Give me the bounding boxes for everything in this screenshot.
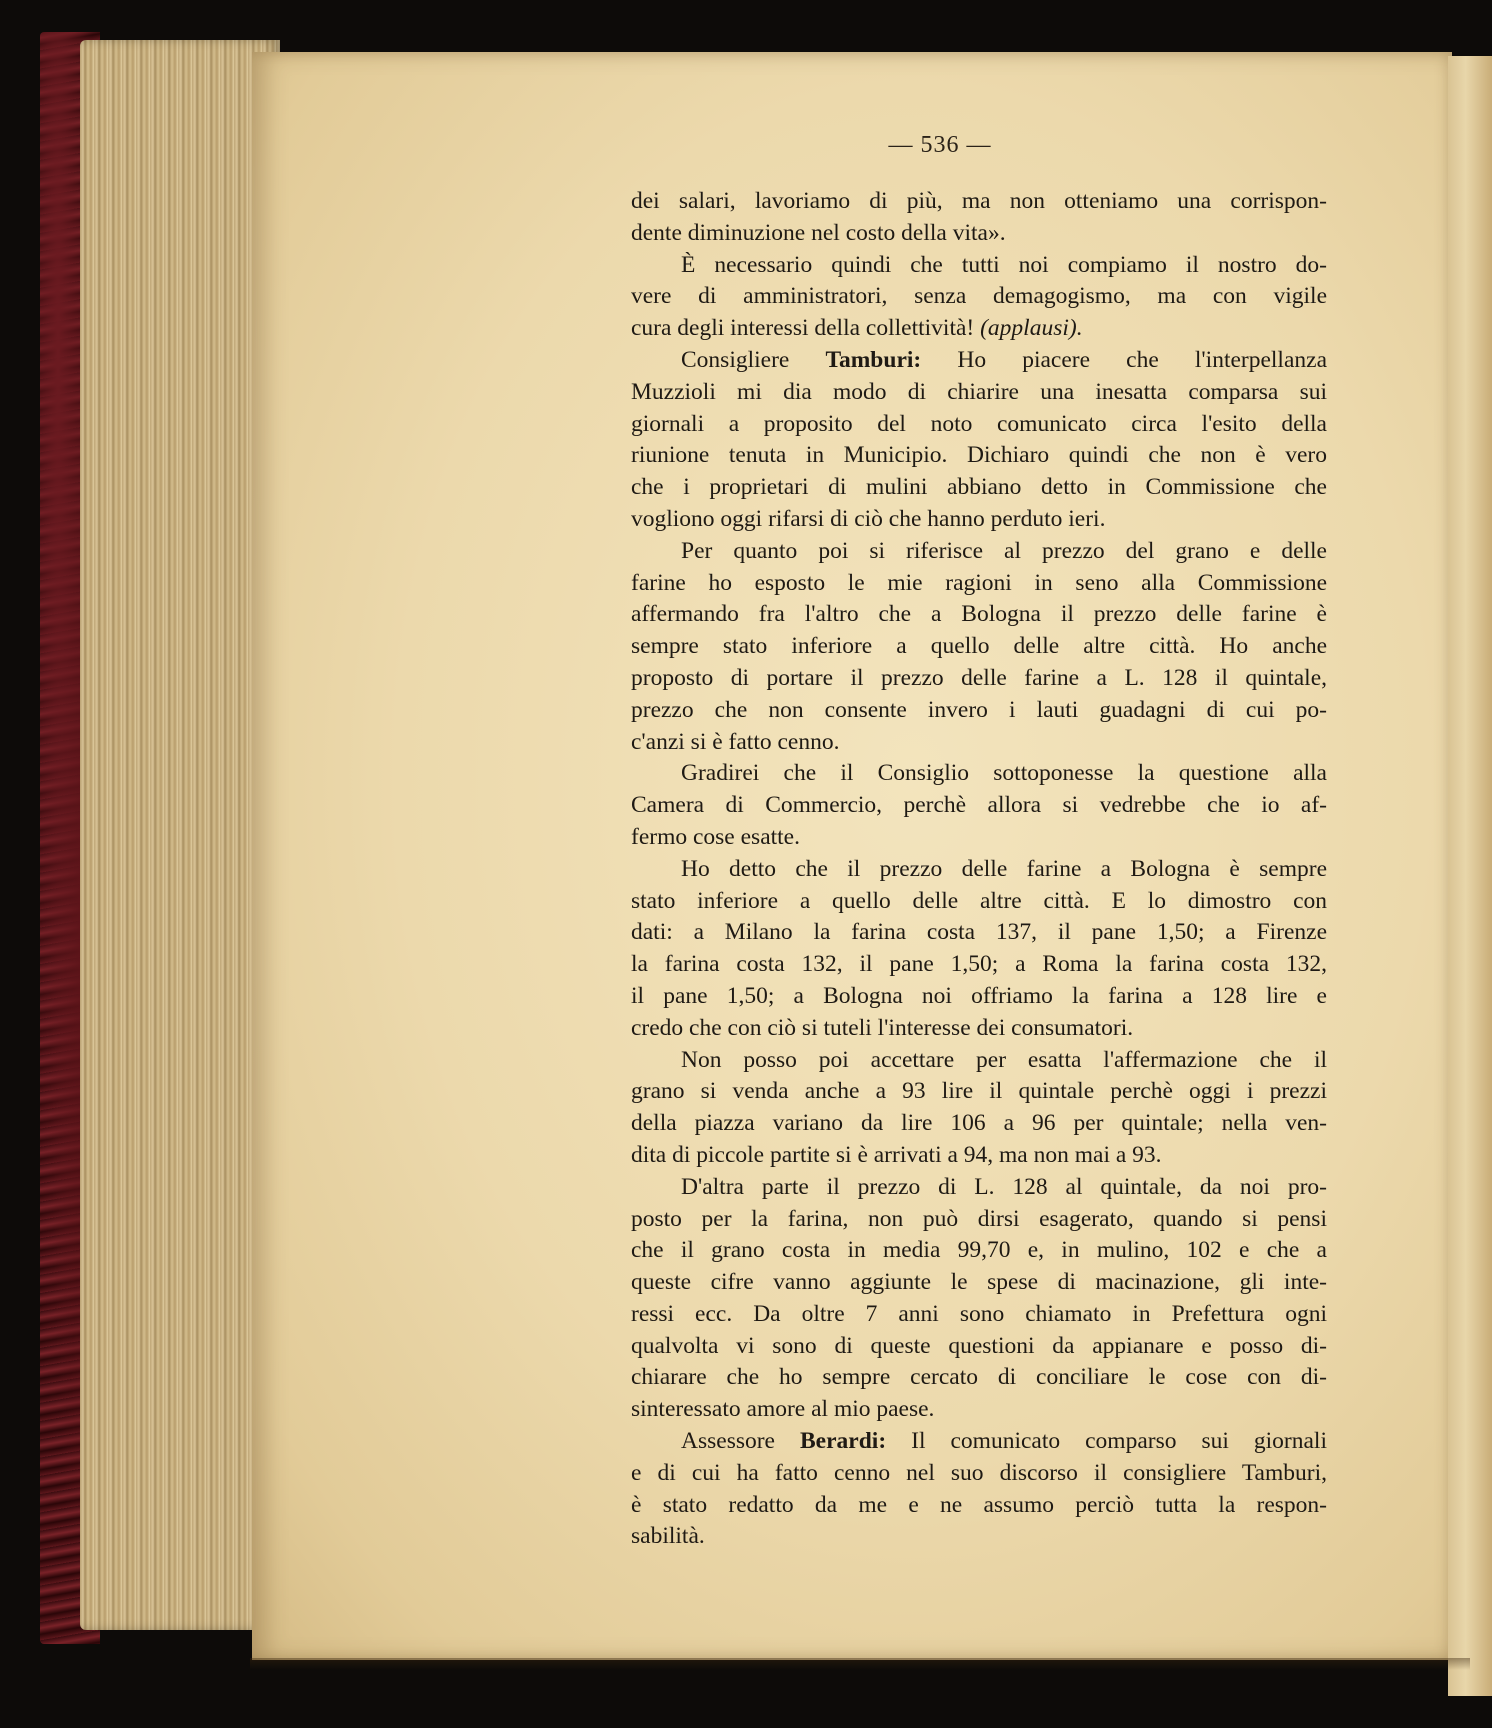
line-text: vere di amministratori, senza demagogismo, ma con vigile [631,283,1327,310]
line-text: la farina costa 132, il pane 1,50; a Roma la farina costa 132, [631,951,1327,978]
speaker-name: Berardi: [800,1428,887,1455]
text-line [631,1299,1327,1331]
text-line [631,1394,1327,1426]
text-line [631,1331,1327,1363]
line-text: È necessario quindi che tutti noi compiamo il nostro do- [681,251,1327,278]
line-text: sinteressato amore al mio paese. [631,1396,935,1423]
text-line [631,1140,1327,1172]
line-text: Ho piacere che l'interpellanza [921,346,1328,373]
line-text: Gradirei che il Consiglio sottoponesse la questione alla [681,760,1327,787]
body-text [631,186,1327,1553]
line-text: queste cifre vanno aggiunte le spese di macinazione, gli inte- [631,1269,1327,1296]
line-text: credo che con ciò si tuteli l'interesse dei consumatori. [631,1014,1134,1041]
line-text: della piazza variano da lire 106 a 96 per quintale; nella ven- [631,1110,1327,1137]
text-line [631,949,1327,981]
text-line [631,599,1327,631]
text-line [631,1267,1327,1299]
text-line [631,1076,1327,1108]
line-text: è stato redatto da me e ne assumo perciò tutta la respon- [631,1491,1327,1518]
line-text: grano si venda anche a 93 lire il quintale perchè oggi i prezzi [631,1078,1327,1105]
line-text: posto per la farina, non può dirsi esagerato, quando si pensi [631,1205,1327,1232]
page-edges [80,40,280,1630]
line-text: Camera di Commercio, perchè allora si vedrebbe che io af- [631,792,1327,819]
text-line [631,1490,1327,1522]
text-line [631,1426,1327,1458]
line-text: Ho detto che il prezzo delle farine a Bologna è sempre [681,855,1327,882]
text-line [631,790,1327,822]
text-line [631,1458,1327,1490]
line-text: proposto di portare il prezzo delle farine a L. 128 il quintale, [631,664,1327,691]
line-text: Muzzioli mi dia modo di chiarire una inesatta comparsa sui [631,378,1327,405]
text-line [631,313,1327,345]
text-line [631,1204,1327,1236]
text-line [631,695,1327,727]
text-line [631,1235,1327,1267]
line-text: prezzo che non consente invero i lauti guadagni di cui po- [631,696,1327,723]
speaker-title: Consigliere [681,346,826,373]
line-text: sabilità. [631,1523,705,1550]
line-text: riunione tenuta in Municipio. Dichiaro quindi che non è vero [631,442,1327,469]
line-text: dei salari, lavoriamo di più, ma non otteniamo una corrispon- [631,188,1327,214]
line-text: cura degli interessi della collettività! [631,315,981,342]
line-text: che il grano costa in media 99,70 e, in mulino, 102 e che a [631,1237,1327,1264]
line-text: qualvolta vi sono di queste questioni da appianare e posso di- [631,1332,1327,1359]
text-line [631,186,1327,218]
text-line [631,727,1327,759]
text-line [631,218,1327,250]
text-line [631,504,1327,536]
text-line [631,1362,1327,1394]
text-line [631,663,1327,695]
text-line [631,281,1327,313]
text-line [631,758,1327,790]
text-line [631,409,1327,441]
line-text: dita di piccole partite si è arrivati a 94, ma non mai a 93. [631,1141,1162,1168]
text-line [631,1108,1327,1140]
line-text: che i proprietari di mulini abbiano detto in Commissione che [631,474,1327,501]
text-line [631,536,1327,568]
page-shadow [250,1658,1470,1670]
applause-note: (applausi). [980,315,1083,342]
page-number: — 536 — [888,132,992,158]
line-text: e di cui ha fatto cenno nel suo discorso il consigliere Tamburi, [631,1459,1327,1486]
line-text: ressi ecc. Da oltre 7 anni sono chiamato in Prefettura ogni [631,1300,1327,1327]
line-text: sempre stato inferiore a quello delle altre città. Ho anche [631,633,1327,660]
text-line [631,631,1327,663]
line-text: il pane 1,50; a Bologna noi offriamo la farina a 128 lire e [631,982,1327,1009]
speaker-title: Assessore [681,1428,800,1455]
speaker-name: Tamburi: [825,346,922,373]
line-text: stato inferiore a quello delle altre città. E lo dimostro con [631,887,1327,914]
line-text: fermo cose esatte. [631,823,800,850]
line-text: c'anzi si è fatto cenno. [631,728,840,755]
facing-page-edge [1448,56,1492,1696]
text-line [631,981,1327,1013]
text-line [631,472,1327,504]
line-text: giornali a proposito del noto comunicato circa l'esito della [631,410,1327,437]
line-text: Il comunicato comparso sui giornali [886,1428,1327,1455]
text-line [631,854,1327,886]
text-line [631,886,1327,918]
line-text: affermando fra l'altro che a Bologna il prezzo delle farine è [631,601,1327,628]
text-line [631,250,1327,282]
line-text: Non posso poi accettare per esatta l'affermazione che il [681,1046,1327,1073]
line-text: chiarare che ho sempre cercato di conciliare le cose con di- [631,1364,1327,1391]
text-line [631,1013,1327,1045]
line-text: dente diminuzione nel costo della vita». [631,219,1006,246]
text-line [631,568,1327,600]
text-line [631,440,1327,472]
line-text: vogliono oggi rifarsi di ciò che hanno perduto ieri. [631,505,1106,532]
text-line [631,1172,1327,1204]
text-line [631,345,1327,377]
text-line [631,1521,1327,1553]
text-line [631,377,1327,409]
line-text: D'altra parte il prezzo di L. 128 al quintale, da noi pro- [681,1173,1327,1200]
text-line [631,917,1327,949]
line-text: dati: a Milano la farina costa 137, il pane 1,50; a Firenze [631,919,1327,946]
line-text: Per quanto poi si riferisce al prezzo del grano e delle [681,537,1327,564]
line-text: farine ho esposto le mie ragioni in seno alla Commissione [631,569,1327,596]
text-line [631,822,1327,854]
text-line [631,1045,1327,1077]
